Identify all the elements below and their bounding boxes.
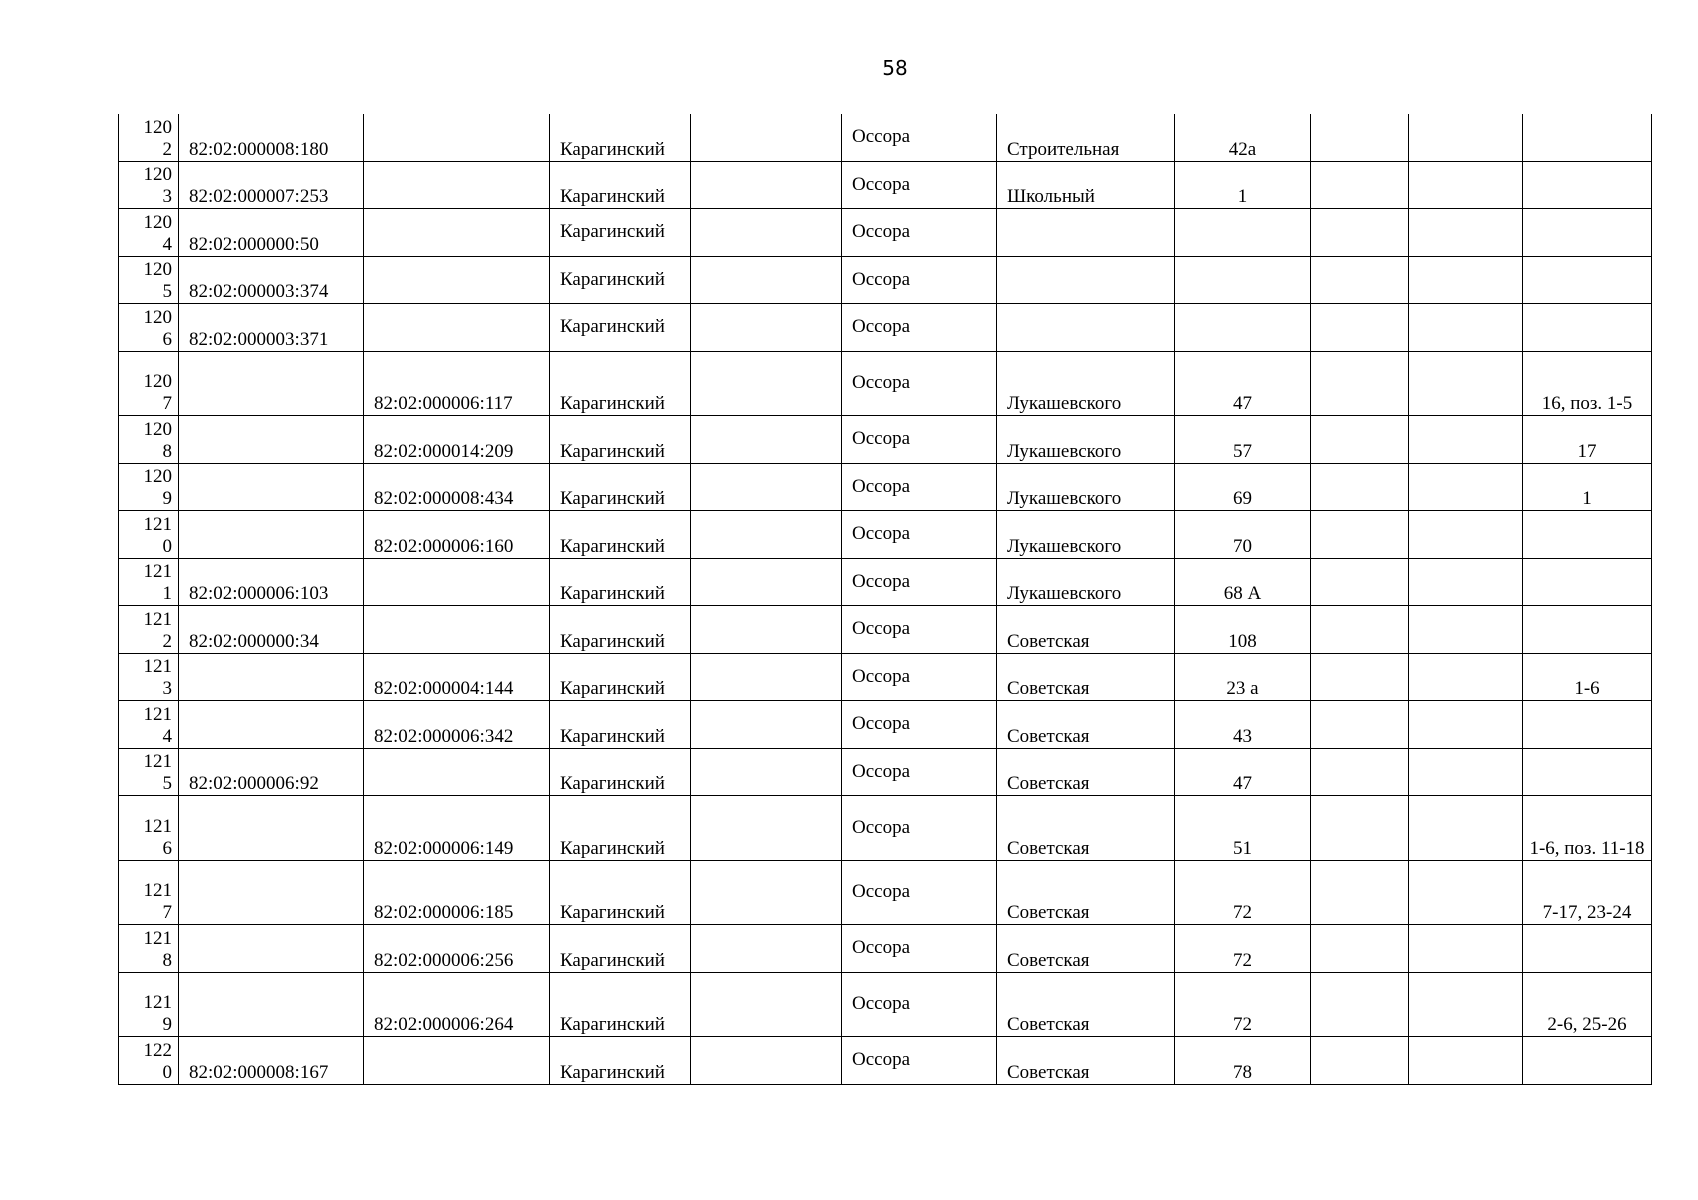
empty-cell <box>1409 1037 1523 1085</box>
empty-cell <box>1409 304 1523 352</box>
row-number-part: 1 <box>162 583 172 604</box>
row-number-part: 0 <box>162 535 172 557</box>
street-cell: Лукашевского <box>997 558 1175 606</box>
cadastral-land-cell <box>179 463 364 511</box>
table-row <box>119 209 1652 257</box>
cadastral-land-cell: 82:02:000003:371 <box>179 304 364 352</box>
apartments-cell <box>1523 701 1652 749</box>
house-number-cell: 51 <box>1175 796 1311 861</box>
row-number-part: 9 <box>162 488 172 509</box>
house-number-cell: 69 <box>1175 463 1311 511</box>
cadastral-building-cell <box>364 304 550 352</box>
house-number-cell: 72 <box>1175 860 1311 925</box>
cadastral-land-cell <box>179 701 364 749</box>
row-number-part: 121 <box>143 656 172 677</box>
empty-cell <box>691 304 842 352</box>
row-number-part: 121 <box>143 608 172 630</box>
district-cell: Карагинский <box>550 558 691 606</box>
empty-cell <box>1311 304 1409 352</box>
empty-cell <box>1311 925 1409 973</box>
row-number-part: 0 <box>162 1061 172 1083</box>
cadastral-building-cell: 82:02:000006:264 <box>364 972 550 1037</box>
page-number: 58 <box>882 56 908 80</box>
row-number-cell <box>119 796 179 861</box>
cadastral-land-cell: 82:02:000007:253 <box>179 161 364 209</box>
empty-cell <box>1409 606 1523 654</box>
cadastral-building-cell: 82:02:000006:149 <box>364 796 550 861</box>
empty-cell <box>1311 209 1409 257</box>
row-number-part: 6 <box>162 837 172 859</box>
settlement-cell: Оссора <box>842 748 997 796</box>
empty-cell <box>1311 1037 1409 1085</box>
street-cell: Советская <box>997 860 1175 925</box>
street-cell <box>997 304 1175 352</box>
row-number-cell <box>119 1037 179 1085</box>
settlement-cell: Оссора <box>842 701 997 749</box>
district-cell: Карагинский <box>550 606 691 654</box>
district-cell: Карагинский <box>550 701 691 749</box>
street-cell: Лукашевского <box>997 351 1175 416</box>
empty-cell <box>691 209 842 257</box>
cadastral-land-cell: 82:02:000008:180 <box>179 114 364 161</box>
empty-cell <box>1409 748 1523 796</box>
empty-cell <box>1409 256 1523 304</box>
district-cell: Карагинский <box>550 972 691 1037</box>
row-number-part: 4 <box>162 233 172 255</box>
empty-cell <box>1409 114 1523 161</box>
empty-cell <box>691 653 842 701</box>
table-row <box>119 925 1652 973</box>
cadastral-land-cell <box>179 653 364 701</box>
row-number-part: 5 <box>162 281 172 302</box>
cadastral-building-cell <box>364 209 550 257</box>
house-number-cell: 23 а <box>1175 653 1311 701</box>
row-number-cell <box>119 351 179 416</box>
empty-cell <box>1409 463 1523 511</box>
street-cell: Школьный <box>997 161 1175 209</box>
house-number-cell: 70 <box>1175 511 1311 559</box>
district-cell: Карагинский <box>550 860 691 925</box>
row-number-cell <box>119 606 179 654</box>
row-number-part: 121 <box>143 927 172 949</box>
row-number-part: 121 <box>143 561 172 582</box>
apartments-cell <box>1523 748 1652 796</box>
settlement-cell: Оссора <box>842 463 997 511</box>
settlement-cell: Оссора <box>842 114 997 161</box>
house-number-cell: 43 <box>1175 701 1311 749</box>
cadastral-land-cell <box>179 972 364 1037</box>
row-number-cell <box>119 653 179 701</box>
row-number-part: 121 <box>143 751 172 772</box>
empty-cell <box>1409 416 1523 464</box>
cadastral-building-cell <box>364 748 550 796</box>
cadastral-building-cell <box>364 558 550 606</box>
street-cell: Советская <box>997 796 1175 861</box>
empty-cell <box>691 416 842 464</box>
district-cell: Карагинский <box>550 114 691 161</box>
district-cell: Карагинский <box>550 463 691 511</box>
empty-cell <box>691 925 842 973</box>
district-cell: Карагинский <box>550 748 691 796</box>
table-row <box>119 1037 1652 1085</box>
cadastral-land-cell <box>179 860 364 925</box>
settlement-cell: Оссора <box>842 925 997 973</box>
empty-cell <box>1409 860 1523 925</box>
row-number-part: 6 <box>162 328 172 350</box>
table-row <box>119 653 1652 701</box>
empty-cell <box>691 606 842 654</box>
settlement-cell: Оссора <box>842 209 997 257</box>
cadastral-building-cell: 82:02:000004:144 <box>364 653 550 701</box>
row-number-part: 9 <box>162 1014 172 1035</box>
house-number-cell: 42а <box>1175 114 1311 161</box>
row-number-part: 121 <box>143 992 172 1013</box>
apartments-cell <box>1523 209 1652 257</box>
empty-cell <box>1409 209 1523 257</box>
district-cell: Карагинский <box>550 416 691 464</box>
street-cell: Лукашевского <box>997 463 1175 511</box>
empty-cell <box>1311 860 1409 925</box>
row-number-part: 120 <box>143 418 172 440</box>
empty-cell <box>1409 351 1523 416</box>
settlement-cell: Оссора <box>842 606 997 654</box>
street-cell <box>997 256 1175 304</box>
apartments-cell: 1 <box>1523 463 1652 511</box>
empty-cell <box>1409 558 1523 606</box>
empty-cell <box>691 351 842 416</box>
settlement-cell: Оссора <box>842 558 997 606</box>
empty-cell <box>1311 558 1409 606</box>
row-number-part: 3 <box>162 678 172 699</box>
settlement-cell: Оссора <box>842 1037 997 1085</box>
street-cell: Лукашевского <box>997 416 1175 464</box>
apartments-cell: 16, поз. 1-5 <box>1523 351 1652 416</box>
row-number-cell <box>119 925 179 973</box>
cadastral-building-cell <box>364 114 550 161</box>
cadastral-land-cell: 82:02:000006:103 <box>179 558 364 606</box>
street-cell: Советская <box>997 653 1175 701</box>
apartments-cell: 1-6 <box>1523 653 1652 701</box>
table-row <box>119 796 1652 861</box>
house-number-cell: 1 <box>1175 161 1311 209</box>
cadastral-land-cell <box>179 796 364 861</box>
cadastral-building-cell: 82:02:000014:209 <box>364 416 550 464</box>
empty-cell <box>1311 256 1409 304</box>
street-cell: Советская <box>997 701 1175 749</box>
empty-cell <box>1311 463 1409 511</box>
apartments-cell <box>1523 256 1652 304</box>
table-row <box>119 860 1652 925</box>
registry-table <box>118 114 1652 1085</box>
house-number-cell: 78 <box>1175 1037 1311 1085</box>
row-number-part: 121 <box>143 880 172 901</box>
empty-cell <box>1311 653 1409 701</box>
apartments-cell <box>1523 1037 1652 1085</box>
district-cell: Карагинский <box>550 653 691 701</box>
settlement-cell: Оссора <box>842 511 997 559</box>
row-number-part: 120 <box>143 259 172 280</box>
cadastral-land-cell <box>179 511 364 559</box>
apartments-cell: 1-6, поз. 11-18 <box>1523 796 1652 861</box>
apartments-cell <box>1523 511 1652 559</box>
house-number-cell: 57 <box>1175 416 1311 464</box>
apartments-cell <box>1523 606 1652 654</box>
empty-cell <box>1311 606 1409 654</box>
cadastral-land-cell <box>179 925 364 973</box>
empty-cell <box>691 748 842 796</box>
row-number-cell <box>119 304 179 352</box>
cadastral-land-cell <box>179 416 364 464</box>
row-number-cell <box>119 558 179 606</box>
table-row <box>119 511 1652 559</box>
row-number-part: 121 <box>143 513 172 535</box>
empty-cell <box>1311 511 1409 559</box>
row-number-cell <box>119 860 179 925</box>
empty-cell <box>691 860 842 925</box>
row-number-part: 121 <box>143 815 172 837</box>
settlement-cell: Оссора <box>842 653 997 701</box>
cadastral-land-cell <box>179 351 364 416</box>
settlement-cell: Оссора <box>842 351 997 416</box>
row-number-part: 4 <box>162 725 172 747</box>
street-cell <box>997 209 1175 257</box>
table-row <box>119 606 1652 654</box>
empty-cell <box>691 796 842 861</box>
empty-cell <box>691 972 842 1037</box>
district-cell: Карагинский <box>550 796 691 861</box>
row-number-cell <box>119 161 179 209</box>
settlement-cell: Оссора <box>842 860 997 925</box>
district-cell: Карагинский <box>550 925 691 973</box>
row-number-cell <box>119 972 179 1037</box>
cadastral-land-cell: 82:02:000003:374 <box>179 256 364 304</box>
district-cell: Карагинский <box>550 351 691 416</box>
empty-cell <box>1311 351 1409 416</box>
table-row <box>119 304 1652 352</box>
street-cell: Лукашевского <box>997 511 1175 559</box>
district-cell: Карагинский <box>550 511 691 559</box>
district-cell: Карагинский <box>550 1037 691 1085</box>
table-row <box>119 351 1652 416</box>
cadastral-building-cell: 82:02:000008:434 <box>364 463 550 511</box>
row-number-part: 2 <box>162 138 172 160</box>
cadastral-building-cell <box>364 161 550 209</box>
row-number-cell <box>119 209 179 257</box>
settlement-cell: Оссора <box>842 416 997 464</box>
row-number-cell <box>119 463 179 511</box>
settlement-cell: Оссора <box>842 972 997 1037</box>
apartments-cell <box>1523 925 1652 973</box>
apartments-cell: 17 <box>1523 416 1652 464</box>
row-number-cell <box>119 748 179 796</box>
house-number-cell: 72 <box>1175 972 1311 1037</box>
row-number-part: 122 <box>143 1039 172 1061</box>
house-number-cell: 47 <box>1175 748 1311 796</box>
empty-cell <box>691 463 842 511</box>
apartments-cell: 2-6, 25-26 <box>1523 972 1652 1037</box>
empty-cell <box>1311 161 1409 209</box>
empty-cell <box>1311 796 1409 861</box>
row-number-part: 7 <box>162 393 172 414</box>
empty-cell <box>1409 972 1523 1037</box>
apartments-cell <box>1523 304 1652 352</box>
empty-cell <box>1409 796 1523 861</box>
row-number-part: 120 <box>143 164 172 185</box>
apartments-cell <box>1523 161 1652 209</box>
street-cell: Советская <box>997 748 1175 796</box>
street-cell: Советская <box>997 925 1175 973</box>
house-number-cell: 47 <box>1175 351 1311 416</box>
apartments-cell: 7-17, 23-24 <box>1523 860 1652 925</box>
cadastral-building-cell: 82:02:000006:342 <box>364 701 550 749</box>
cadastral-building-cell <box>364 1037 550 1085</box>
district-cell: Карагинский <box>550 304 691 352</box>
row-number-cell <box>119 701 179 749</box>
row-number-part: 120 <box>143 116 172 138</box>
empty-cell <box>1311 748 1409 796</box>
house-number-cell <box>1175 304 1311 352</box>
row-number-part: 120 <box>143 211 172 233</box>
cadastral-land-cell: 82:02:000000:34 <box>179 606 364 654</box>
row-number-part: 5 <box>162 773 172 794</box>
cadastral-land-cell: 82:02:000006:92 <box>179 748 364 796</box>
empty-cell <box>1409 925 1523 973</box>
empty-cell <box>1311 416 1409 464</box>
table-row <box>119 161 1652 209</box>
cadastral-building-cell <box>364 256 550 304</box>
table-row <box>119 701 1652 749</box>
settlement-cell: Оссора <box>842 304 997 352</box>
empty-cell <box>691 558 842 606</box>
row-number-part: 121 <box>143 703 172 725</box>
empty-cell <box>1409 511 1523 559</box>
empty-cell <box>1311 972 1409 1037</box>
street-cell: Советская <box>997 1037 1175 1085</box>
row-number-part: 2 <box>162 630 172 652</box>
empty-cell <box>691 161 842 209</box>
street-cell: Строительная <box>997 114 1175 161</box>
street-cell: Советская <box>997 972 1175 1037</box>
cadastral-building-cell: 82:02:000006:185 <box>364 860 550 925</box>
empty-cell <box>691 1037 842 1085</box>
row-number-part: 7 <box>162 902 172 923</box>
house-number-cell: 68 А <box>1175 558 1311 606</box>
empty-cell <box>691 511 842 559</box>
cadastral-building-cell <box>364 606 550 654</box>
apartments-cell <box>1523 114 1652 161</box>
table-row <box>119 114 1652 161</box>
cadastral-land-cell: 82:02:000000:50 <box>179 209 364 257</box>
district-cell: Карагинский <box>550 161 691 209</box>
row-number-part: 120 <box>143 306 172 328</box>
row-number-cell <box>119 416 179 464</box>
registry-body <box>119 114 1652 1084</box>
table-row <box>119 256 1652 304</box>
empty-cell <box>691 256 842 304</box>
house-number-cell <box>1175 209 1311 257</box>
settlement-cell: Оссора <box>842 161 997 209</box>
house-number-cell: 108 <box>1175 606 1311 654</box>
row-number-cell <box>119 256 179 304</box>
table-row <box>119 748 1652 796</box>
table-row <box>119 416 1652 464</box>
house-number-cell <box>1175 256 1311 304</box>
house-number-cell: 72 <box>1175 925 1311 973</box>
empty-cell <box>1311 701 1409 749</box>
row-number-cell <box>119 511 179 559</box>
row-number-part: 120 <box>143 466 172 487</box>
row-number-part: 8 <box>162 440 172 462</box>
empty-cell <box>1409 653 1523 701</box>
row-number-part: 8 <box>162 949 172 971</box>
district-cell: Карагинский <box>550 256 691 304</box>
row-number-cell <box>119 114 179 161</box>
apartments-cell <box>1523 558 1652 606</box>
empty-cell <box>1311 114 1409 161</box>
cadastral-building-cell: 82:02:000006:256 <box>364 925 550 973</box>
row-number-part: 3 <box>162 186 172 207</box>
table-row <box>119 463 1652 511</box>
empty-cell <box>1409 161 1523 209</box>
cadastral-building-cell: 82:02:000006:117 <box>364 351 550 416</box>
cadastral-land-cell: 82:02:000008:167 <box>179 1037 364 1085</box>
empty-cell <box>691 701 842 749</box>
table-row <box>119 558 1652 606</box>
cadastral-building-cell: 82:02:000006:160 <box>364 511 550 559</box>
district-cell: Карагинский <box>550 209 691 257</box>
empty-cell <box>691 114 842 161</box>
settlement-cell: Оссора <box>842 256 997 304</box>
row-number-part: 120 <box>143 371 172 392</box>
settlement-cell: Оссора <box>842 796 997 861</box>
table-row <box>119 972 1652 1037</box>
street-cell: Советская <box>997 606 1175 654</box>
empty-cell <box>1409 701 1523 749</box>
